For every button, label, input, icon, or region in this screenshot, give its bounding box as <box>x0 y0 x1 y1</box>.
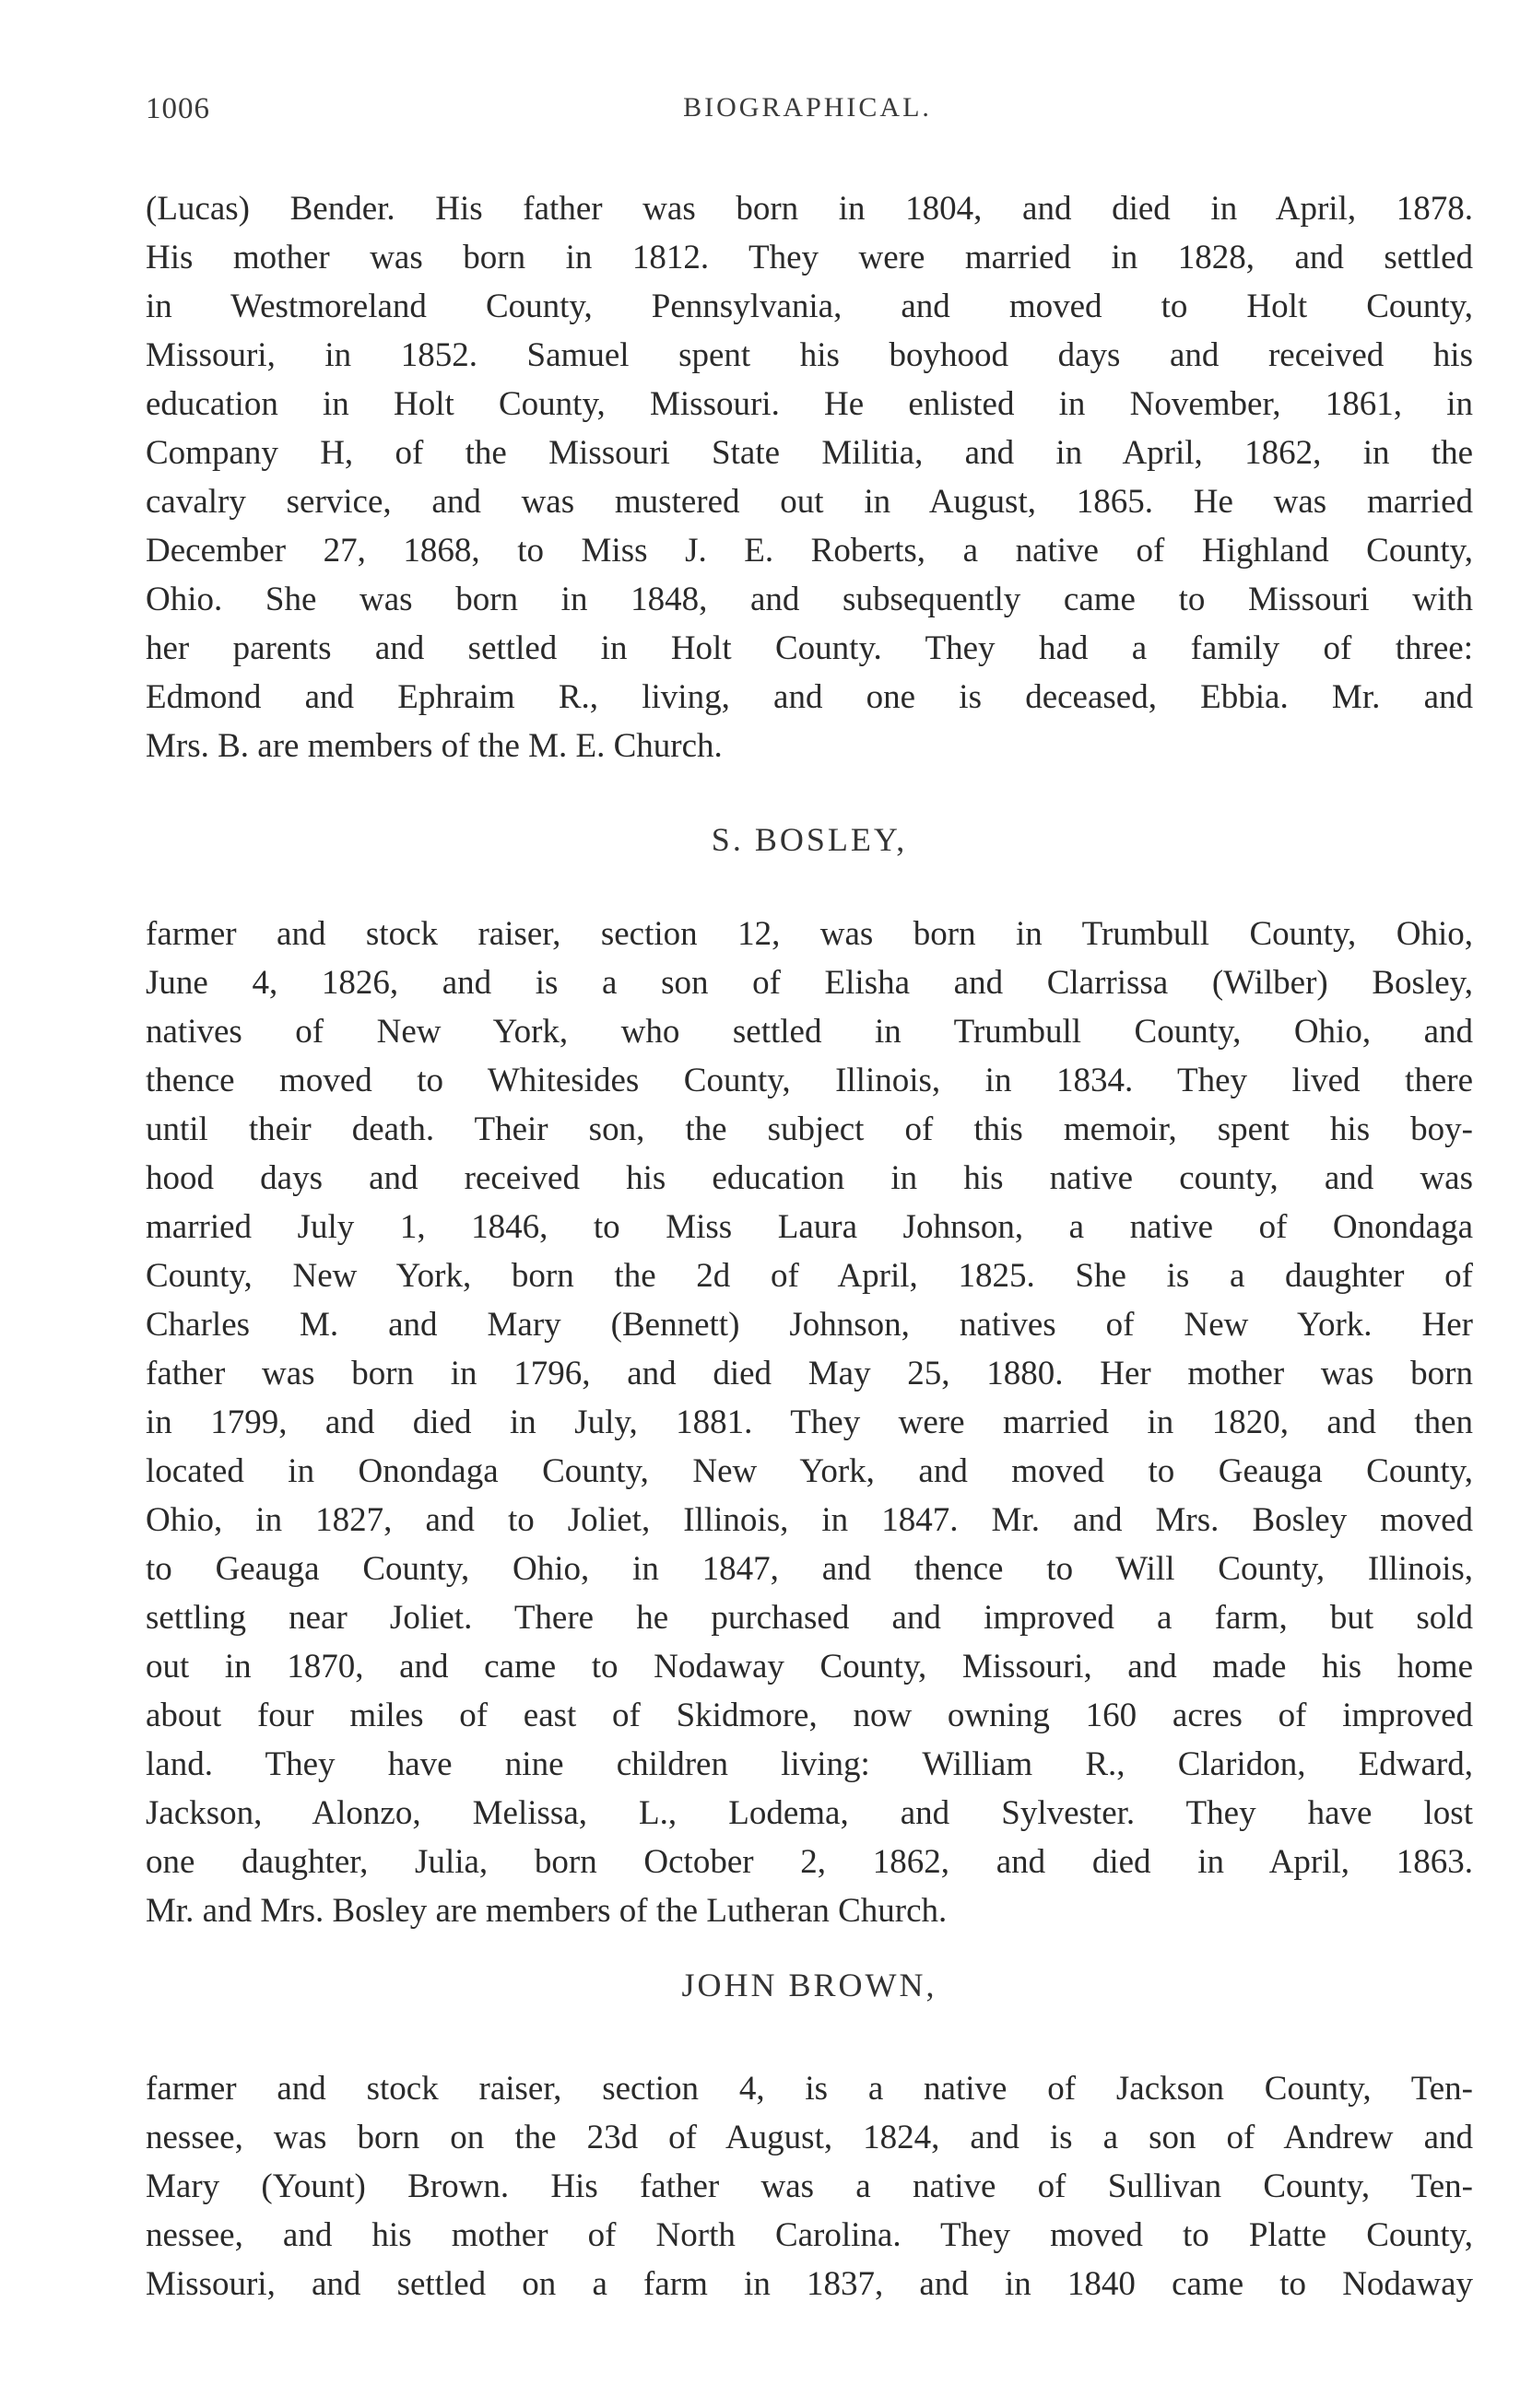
brown-paragraph <box>146 2064 1473 2308</box>
text-line: one daughter, Julia, born October 2, 1862, and died in April, 1863. <box>146 1843 1473 1881</box>
text-line: (Lucas) Bender. His father was born in 1804, and died in April, 1878. <box>146 190 1473 228</box>
text-line: Missouri, and settled on a farm in 1837, and in 1840 came to Nodaway <box>146 2265 1473 2303</box>
text-line: farmer and stock raiser, section 4, is a native of Jackson County, Ten- <box>146 2070 1473 2108</box>
text-line: Ohio. She was born in 1848, and subsequently came to Missouri with <box>146 581 1473 618</box>
bosley-heading: S. BOSLEY, <box>711 821 908 858</box>
text-line: Mary (Yount) Brown. His father was a native of Sullivan County, Ten- <box>146 2167 1473 2205</box>
text-line: Missouri, in 1852. Samuel spent his boyhood days and received his <box>146 336 1473 374</box>
text-line: hood days and received his education in his native county, and was <box>146 1159 1473 1197</box>
text-line: His mother was born in 1812. They were married in 1828, and settled <box>146 239 1473 276</box>
text-line: in Westmoreland County, Pennsylvania, and moved to Holt County, <box>146 288 1473 325</box>
text-line: education in Holt County, Missouri. He enlisted in November, 1861, in <box>146 385 1473 423</box>
brown-heading: JOHN BROWN, <box>681 1967 937 2003</box>
text-line: her parents and settled in Holt County. They had a family of three: <box>146 629 1473 667</box>
running-head <box>146 92 1469 138</box>
running-title: BIOGRAPHICAL. <box>683 92 932 123</box>
page-number: 1006 <box>146 92 210 125</box>
text-line: married July 1, 1846, to Miss Laura Johnson, a native of Onondaga <box>146 1208 1473 1246</box>
text-line: nessee, and his mother of North Carolina. They moved to Platte County, <box>146 2216 1473 2254</box>
text-line: father was born in 1796, and died May 25, 1880. Her mother was born <box>146 1355 1473 1392</box>
bosley-paragraph <box>146 910 1473 1935</box>
text-line: to Geauga County, Ohio, in 1847, and thence to Will County, Illinois, <box>146 1550 1473 1588</box>
text-line: about four miles of east of Skidmore, now owning 160 acres of improved <box>146 1697 1473 1734</box>
text-line: Charles M. and Mary (Bennett) Johnson, natives of New York. Her <box>146 1306 1473 1344</box>
text-line: Edmond and Ephraim R., living, and one is deceased, Ebbia. Mr. and <box>146 678 1473 716</box>
text-line: land. They have nine children living: William R., Claridon, Edward, <box>146 1745 1473 1783</box>
text-line: nessee, was born on the 23d of August, 1824, and is a son of Andrew and <box>146 2119 1473 2156</box>
text-line: Mr. and Mrs. Bosley are members of the Lutheran Church. <box>146 1892 948 1930</box>
text-line: settling near Joliet. There he purchased and improved a farm, but sold <box>146 1599 1473 1637</box>
text-line: County, New York, born the 2d of April, 1825. She is a daughter of <box>146 1257 1473 1295</box>
text-line: in 1799, and died in July, 1881. They were married in 1820, and then <box>146 1404 1473 1441</box>
text-line: June 4, 1826, and is a son of Elisha and Clarrissa (Wilber) Bosley, <box>146 964 1473 1002</box>
text-line: December 27, 1868, to Miss J. E. Roberts, a native of Highland County, <box>146 532 1473 570</box>
text-line: thence moved to Whitesides County, Illinois, in 1834. They lived there <box>146 1062 1473 1099</box>
text-line: Mrs. B. are members of the M. E. Church. <box>146 727 723 765</box>
text-line: Company H, of the Missouri State Militia, and in April, 1862, in the <box>146 434 1473 472</box>
text-line: cavalry service, and was mustered out in August, 1865. He was married <box>146 483 1473 521</box>
text-line: farmer and stock raiser, section 12, was born in Trumbull County, Ohio, <box>146 915 1473 953</box>
text-line: until their death. Their son, the subject of this memoir, spent his boy- <box>146 1110 1473 1148</box>
bender-paragraph <box>146 184 1473 770</box>
text-line: out in 1870, and came to Nodaway County, Missouri, and made his home <box>146 1648 1473 1686</box>
text-line: natives of New York, who settled in Trumbull County, Ohio, and <box>146 1013 1473 1051</box>
text-line: Jackson, Alonzo, Melissa, L., Lodema, and Sylvester. They have lost <box>146 1794 1473 1832</box>
text-line: Ohio, in 1827, and to Joliet, Illinois, in 1847. Mr. and Mrs. Bosley moved <box>146 1501 1473 1539</box>
text-line: located in Onondaga County, New York, and moved to Geauga County, <box>146 1452 1473 1490</box>
